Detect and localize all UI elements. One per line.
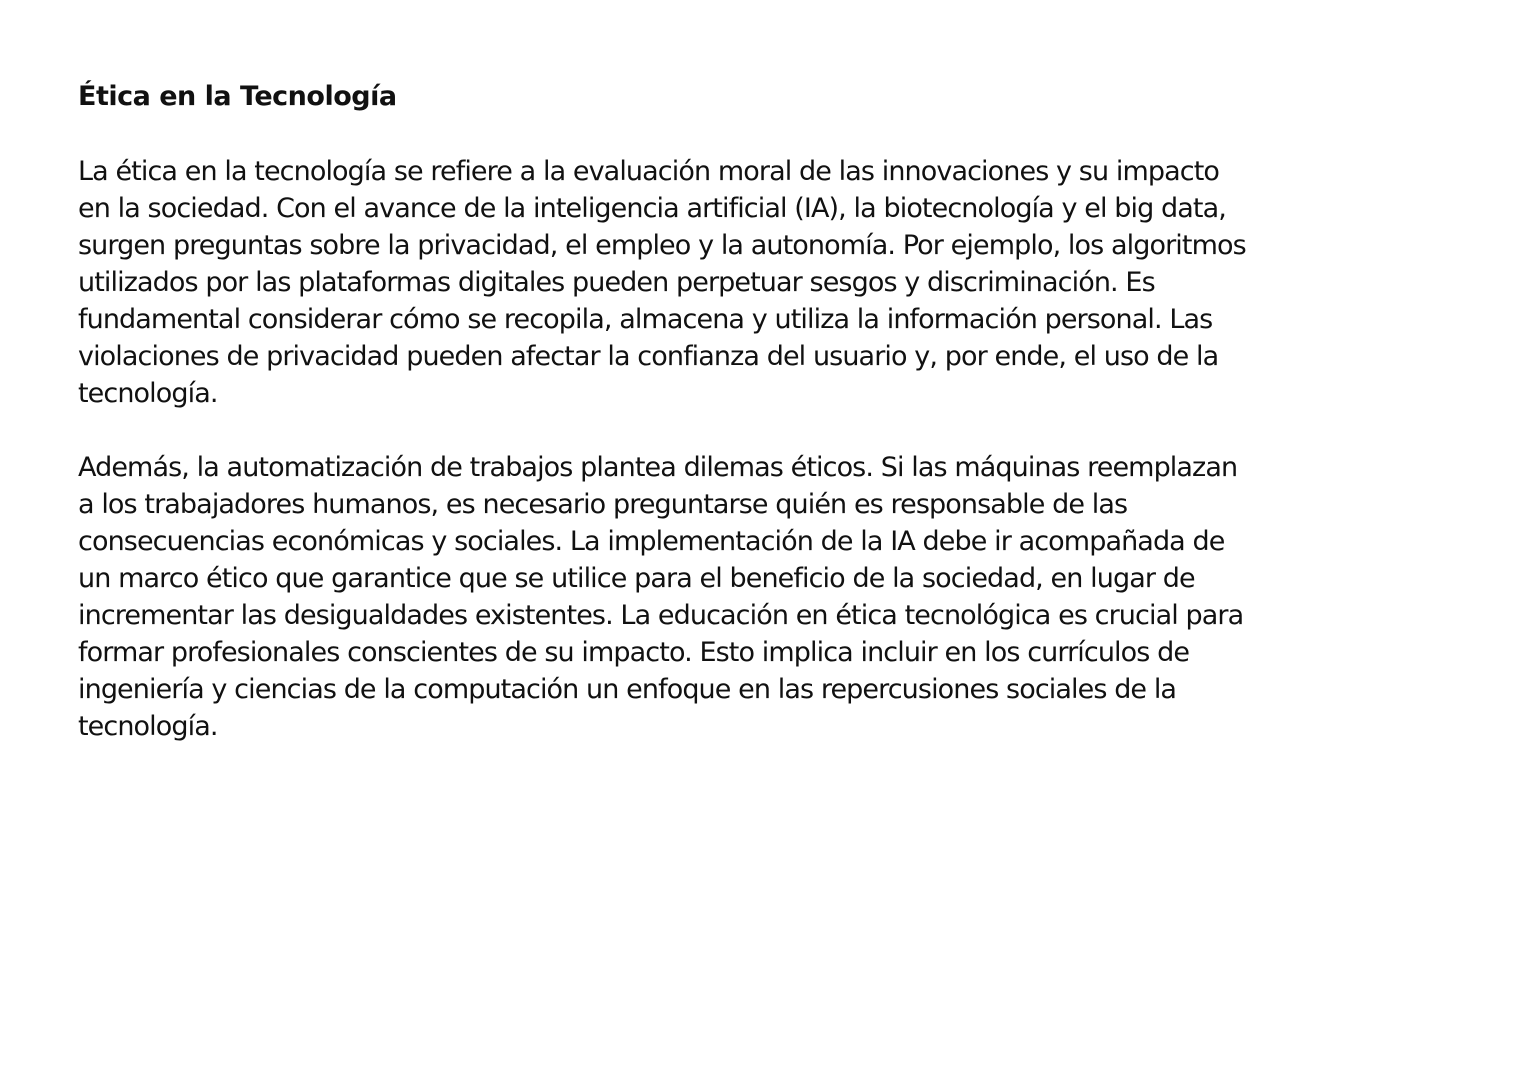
paragraph-line: fundamental considerar cómo se recopila, almacena y utiliza la información personal. Las xyxy=(78,304,1213,335)
paragraph-line: tecnología. xyxy=(78,711,218,742)
paragraph-line: Además, la automatización de trabajos plantea dilemas éticos. Si las máquinas reemplazan xyxy=(78,452,1238,483)
paragraph-line: un marco ético que garantice que se utilice para el beneficio de la sociedad, en lugar de xyxy=(78,563,1195,594)
paragraph-line: violaciones de privacidad pueden afectar la confianza del usuario y, por ende, el uso de la xyxy=(78,341,1219,372)
paragraph-line: en la sociedad. Con el avance de la inteligencia artificial (IA), la biotecnología y el big data, xyxy=(78,193,1226,224)
paragraph-line: consecuencias económicas y sociales. La implementación de la IA debe ir acompañada de xyxy=(78,526,1225,557)
paragraph-line: utilizados por las plataformas digitales pueden perpetuar sesgos y discriminación. Es xyxy=(78,267,1155,298)
paragraph-line: incrementar las desigualdades existentes. La educación en ética tecnológica es crucial para xyxy=(78,600,1244,631)
paragraph-line: La ética en la tecnología se refiere a la evaluación moral de las innovaciones y su impacto xyxy=(78,156,1219,187)
paragraph-line: surgen preguntas sobre la privacidad, el empleo y la autonomía. Por ejemplo, los algoritmos xyxy=(78,230,1246,261)
paragraph-line: formar profesionales conscientes de su impacto. Esto implica incluir en los currículos de xyxy=(78,637,1190,668)
paragraph-line: ingeniería y ciencias de la computación un enfoque en las repercusiones sociales de la xyxy=(78,674,1177,705)
paragraph-line: tecnología. xyxy=(78,378,218,409)
paragraph-1 xyxy=(78,153,1246,412)
document-title: Ética en la Tecnología xyxy=(78,81,397,112)
paragraph-2 xyxy=(78,449,1243,745)
paragraph-line: a los trabajadores humanos, es necesario preguntarse quién es responsable de las xyxy=(78,489,1128,520)
